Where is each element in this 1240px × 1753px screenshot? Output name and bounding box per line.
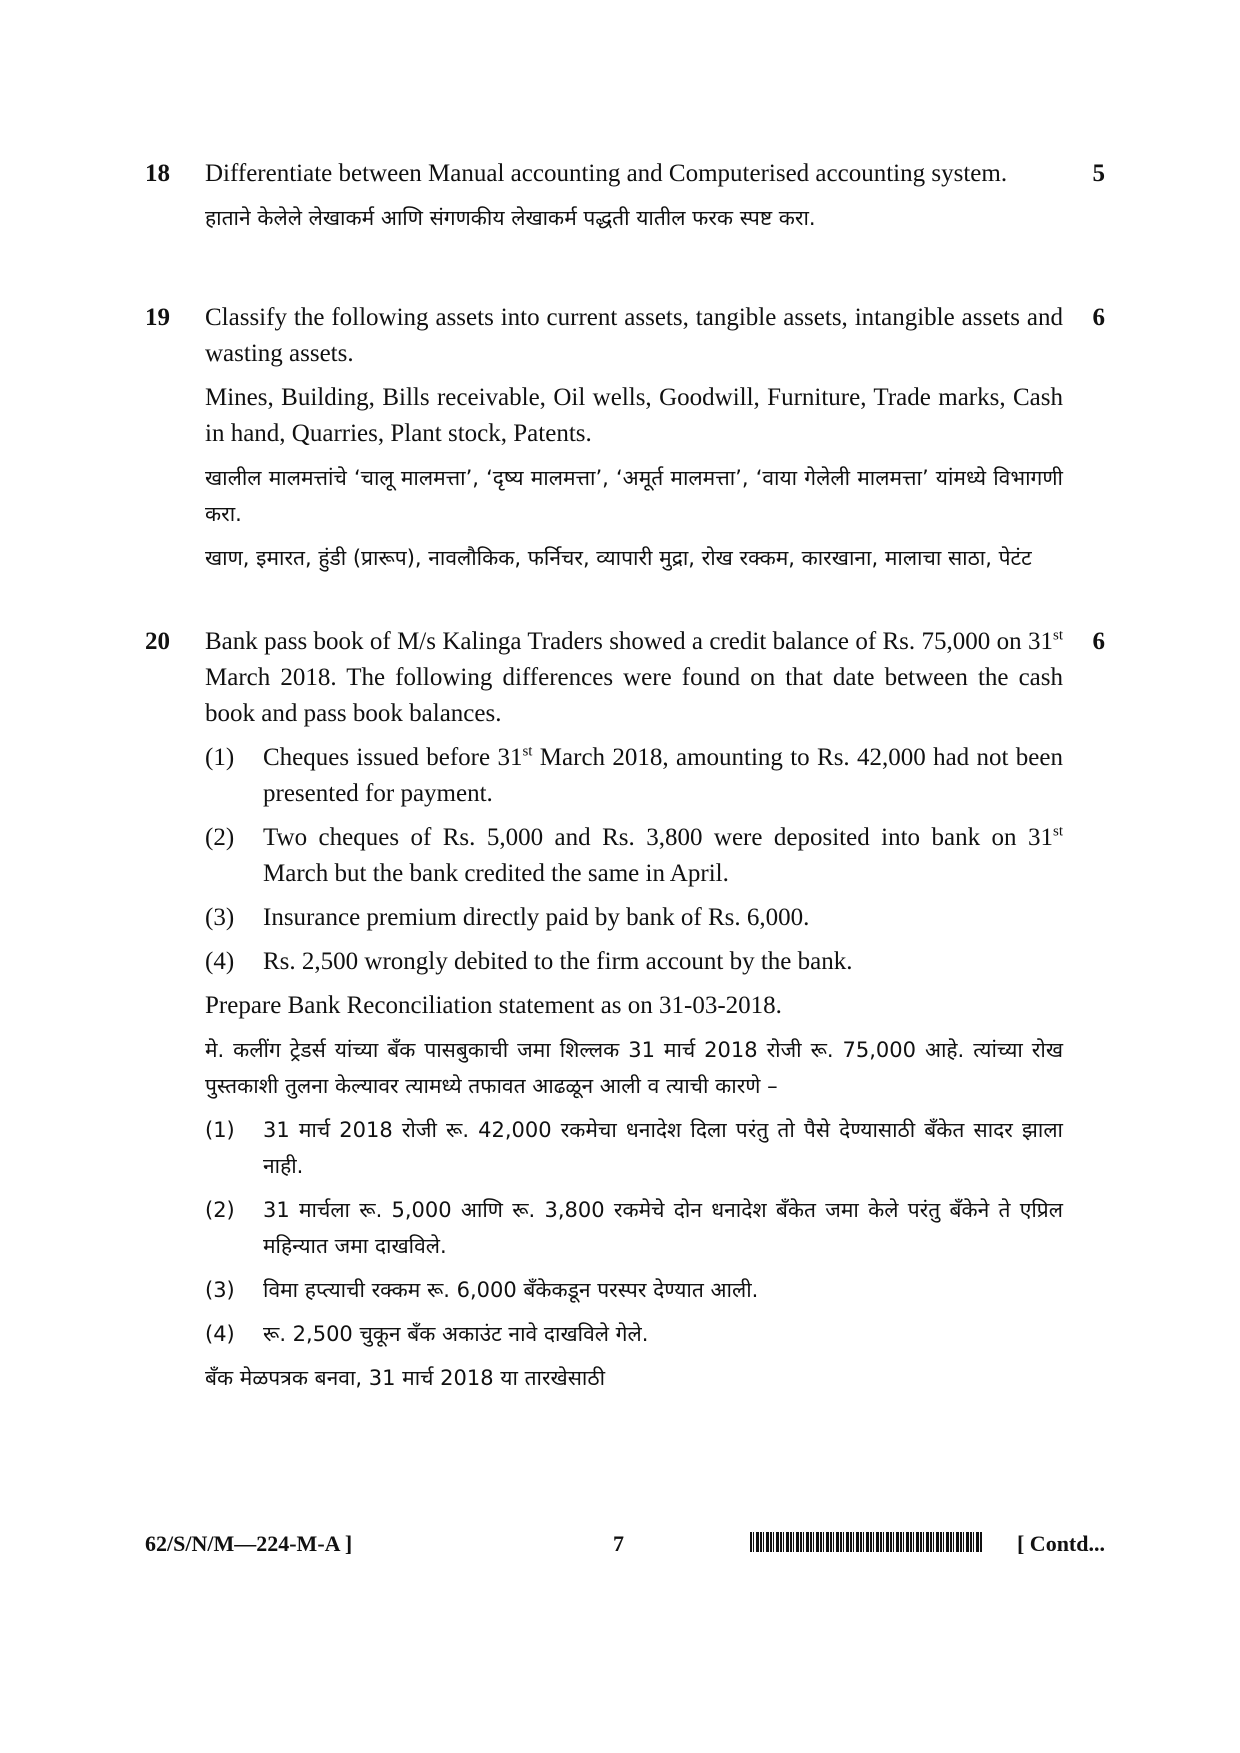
asset-list-marathi: खाण, इमारत, हुंडी (प्रारूप), नावलौकिक, फर्निचर, व्यापारी मुद्रा, रोख रक्कम, कारखाना, मालाचा साठा, पेटंट — [205, 546, 1032, 570]
question-intro-english: Bank pass book of M/s Kalinga Traders showed a credit balance of Rs. 75,000 on 31st March 2018. The following differences were found on that date between the cash book and pass book balances. — [205, 627, 1063, 727]
question-19 — [145, 300, 1105, 584]
list-item: (2) Two cheques of Rs. 5,000 and Rs. 3,800 were deposited into bank on 31st March but the bank credited the same in April. — [205, 823, 1063, 887]
question-20 — [145, 624, 1105, 1404]
page-number: 7 — [613, 1531, 624, 1556]
question-marks: 5 — [1092, 160, 1105, 187]
question-number: 18 — [145, 160, 170, 187]
barcode — [750, 1532, 982, 1552]
continued-label: [ Contd... — [1016, 1531, 1105, 1556]
paper-code: 62/S/N/M—224-M-A ] — [145, 1531, 353, 1556]
list-item: (1) Cheques issued before 31st March 2018, amounting to Rs. 42,000 had not been presented for payment. — [205, 743, 1063, 807]
question-18 — [145, 156, 1105, 244]
instruction-marathi: बॅंक मेळपत्रक बनवा, 31 मार्च 2018 या तारखेसाठी — [205, 1366, 606, 1390]
question-text-english: Classify the following assets into current assets, tangible assets, intangible assets and wasting assets. — [205, 304, 1063, 367]
question-marks: 6 — [1092, 304, 1105, 331]
question-text-english: Differentiate between Manual accounting and Computerised accounting system. — [205, 160, 1008, 187]
question-marks: 6 — [1092, 628, 1105, 655]
list-item: (3) विमा हप्त्याची रक्कम रू. 6,000 बॅंकेकडून परस्पर देण्यात आली. — [205, 1278, 759, 1302]
question-text-marathi: हाताने केलेले लेखाकर्म आणि संगणकीय लेखाकर्म पद्धती यातील फरक स्पष्ट करा. — [205, 206, 816, 230]
question-number: 19 — [145, 304, 170, 331]
list-item: (4) Rs. 2,500 wrongly debited to the firm account by the bank. — [205, 948, 853, 975]
list-item: (4) रू. 2,500 चुकून बॅंक अकाउंट नावे दाखविले गेले. — [205, 1322, 649, 1346]
page-footer — [145, 1526, 1105, 1558]
list-item: (1) 31 मार्च 2018 रोजी रू. 42,000 रकमेचा धनादेश दिला परंतु तो पैसे देण्यासाठी बॅंकेत सादर झाला नाही. — [205, 1118, 1063, 1178]
question-intro-marathi: मे. कलींग ट्रेडर्स यांच्या बॅंक पासबुकाची जमा शिल्लक 31 मार्च 2018 रोजी रू. 75,000 आहे. त्यांच्या रोख पुस्तकाशी तुलना केल्यावर त्यामध्ये तफावत आढळून आली व त्याची कारणे – — [205, 1038, 1063, 1098]
question-text-marathi: खालील मालमत्तांचे ‘चालू मालमत्ता’, ‘दृष्य मालमत्ता’, ‘अमूर्त मालमत्ता’, ‘वाया गेलेली मालमत्ता’ यांमध्ये विभागणी करा. — [205, 466, 1063, 526]
question-number: 20 — [145, 628, 170, 655]
instruction-english: Prepare Bank Reconciliation statement as on 31-03-2018. — [205, 992, 782, 1019]
list-item: (2) 31 मार्चला रू. 5,000 आणि रू. 3,800 रकमेचे दोन धनादेश बॅंकेत जमा केले परंतु बॅंकेने ते एप्रिल महिन्यात जमा दाखविले. — [205, 1198, 1063, 1258]
list-item: (3) Insurance premium directly paid by bank of Rs. 6,000. — [205, 904, 810, 931]
asset-list-english: Mines, Building, Bills receivable, Oil wells, Goodwill, Furniture, Trade marks, Cash in hand, Quarries, Plant stock, Patents. — [205, 384, 1063, 447]
